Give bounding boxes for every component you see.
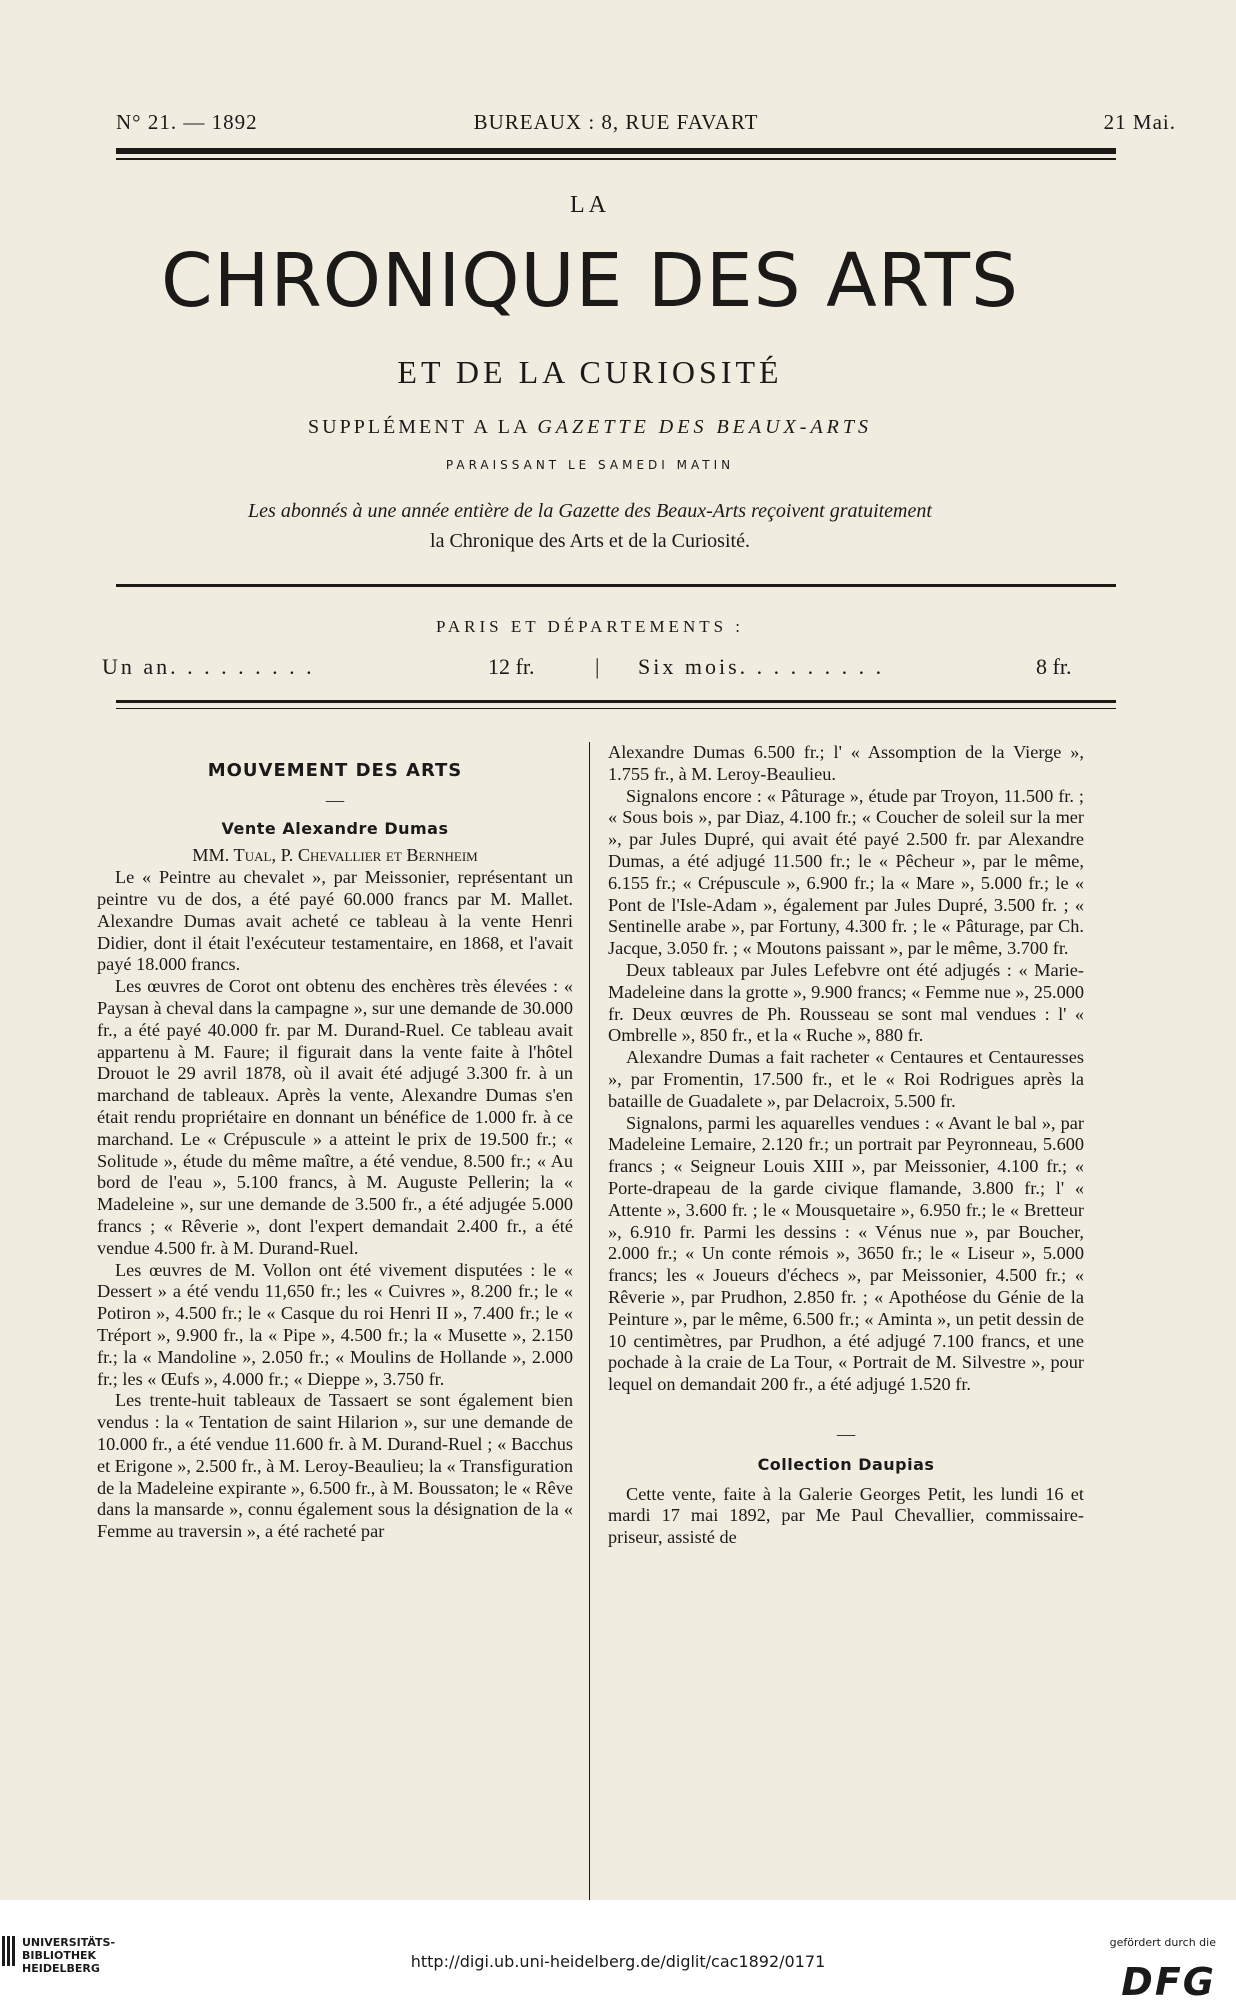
paragraph: Alexandre Dumas a fait racheter « Centaures et Centauresses », par Fromentin, 17.500 fr., et le « Roi Rodrigues après la bataille de Guadalete », par Delacroix, 5.500 fr. <box>608 1047 1084 1111</box>
gazette-name: GAZETTE DES BEAUX-ARTS <box>537 416 872 438</box>
column-right <box>608 742 1084 1549</box>
pricing-rule-thin <box>116 708 1116 709</box>
subheading-daupias: Collection Daupias <box>757 1454 935 1474</box>
paragraph: Signalons encore : « Pâturage », étude par Troyon, 11.500 fr. ; « Sous bois », par Diaz, 4.100 fr.; « Coucher de soleil sur la mer », par Jules Dupré, qui avait été payé 2.500 fr. par Alexandre Dumas, a été adjugé 11.500 fr.; le « Pêcheur », par le même, 6.155 fr.; « Crépuscule », 6.900 fr.; la « Mare », 5.000 fr.; le « Pont de l'Isle-Adam », également par Jules Dupré, 3.500 fr. ; « Sentinelle arabe », par Fortuny, 4.300 fr. ; le « Pâturage, par Ch. Jacque, 3.050 fr. ; « Moutons paissant », par le même, 3.700 fr. <box>608 785 1084 959</box>
issue-number: N° 21. — 1892 <box>116 110 258 134</box>
price-six: 8 fr. <box>1036 654 1072 679</box>
price-year-label: Un an. . . . . . . . . <box>102 654 315 679</box>
sponsor-label: gefördert durch die <box>1109 1936 1216 1949</box>
auctioneers: MM. Tual, P. Chevallier et Bernheim <box>192 845 478 866</box>
subheading-dumas: Vente Alexandre Dumas <box>221 818 449 838</box>
supplement-prefix: SUPPLÉMENT A LA <box>308 416 530 438</box>
subscriber-note-line2: la Chronique des Arts et de la Curiosité. <box>430 530 750 552</box>
paragraph: Les œuvres de Corot ont obtenu des enchères très élevées : « Paysan à cheval dans la campagne », sur une demande de 30.000 fr., a été payé 40.000 fr. par M. Durand-Ruel. Ce tableau avait appartenu à M. Faure; il figurait dans la vente faite à l'hôtel Drouot le 29 avril 1878, où il avait été adjugé 3.300 fr. à un marchand de tableaux. Après la vente, Alexandre Dumas s'en était rendu propriétaire en donnant un bénéfice de 1.000 fr. à ce marchand. Le « Crépuscule » a atteint le prix de 19.500 fr.; « Solitude », étude du même maître, a été vendue, 8.500 fr.; « Au bord de l'eau », 5.100 francs, à M. Auguste Pellerin; la « Madeleine », sur une demande de 3.500 fr., a été adjugée 5.000 francs ; « Rêverie », dont l'expert demandait 2.400 fr., a été vendue 4.500 fr. à M. Durand-Ruel. <box>97 976 573 1258</box>
paragraph: Signalons, parmi les aquarelles vendues : « Avant le bal », par Madeleine Lemaire, 2.120 fr.; un portrait par Peyronneau, 5.600 francs ; « Seigneur Louis XIII », par Meissonier, 4.100 fr.; « Porte-drapeau de la garde civique flamande, 3.800 fr.; l' « Attente », 3.600 fr. ; le « Mousquetaire », 6.950 fr.; le « Bretteur », 6.910 fr. Parmi les dessins : « Vénus nue », par Boucher, 2.000 fr.; « Un conte rémois », 3650 fr.; le « Liseur », 5.000 francs; les « Joueurs d'échecs », par Meissonier, 4.500 fr.; « Rêverie », par Prudhon, 2.850 fr. ; « Apothéose du Génie de la Peinture », par le même, 6.500 fr.; « Aminta », un petit dessin de 10 centimètres, par Prudhon, a été adjugé 7.100 francs, et une pochade à la craie de La Tour, « Portrait de M. Silvestre », pour lequel on demandait 200 fr., a été adjugé 1.520 fr. <box>608 1112 1084 1395</box>
digitization-footer <box>0 1900 1236 2013</box>
library-name-line: BIBLIOTHEK <box>22 1949 97 1962</box>
subscriber-note-line1: Les abonnés à une année entière de la Gazette des Beaux-Arts reçoivent gratuitement <box>248 500 932 522</box>
header-rule-thin <box>116 158 1116 160</box>
subscriber-note <box>0 496 1180 556</box>
price-year: 12 fr. <box>488 654 535 679</box>
pricing-heading: PARIS ET DÉPARTEMENTS : <box>435 617 745 636</box>
issue-date: 21 Mai. <box>1103 110 1176 134</box>
section-dash: — <box>325 789 345 810</box>
pricing-rule-thick <box>116 700 1116 703</box>
masthead-title: CHRONIQUE DES ARTS <box>161 238 1019 324</box>
library-name-line: UNIVERSITÄTS- <box>22 1936 116 1949</box>
section-title: MOUVEMENT DES ARTS <box>207 760 463 781</box>
library-name-line: HEIDELBERG <box>22 1962 100 1975</box>
masthead-subtitle: ET DE LA CURIOSITÉ <box>397 354 783 390</box>
paragraph: Deux tableaux par Jules Lefebvre ont été adjugés : « Marie-Madeleine dans la grotte », 9.900 francs; « Femme nue », 25.000 fr. Deux œuvres de Ph. Rousseau se sont mal vendues : l' « Ombrelle », 850 fr., et la « Ruche », 880 fr. <box>608 959 1084 1046</box>
paragraph: Alexandre Dumas 6.500 fr.; l' « Assomption de la Vierge », 1.755 fr., à M. Leroy-Beaulieu. <box>608 742 1084 784</box>
column-divider <box>589 742 590 1954</box>
column-left <box>97 742 573 1543</box>
masthead-la: LA <box>570 192 610 218</box>
supplement-line <box>0 416 1180 439</box>
header-rule-thick <box>116 148 1116 154</box>
price-separator: | <box>595 654 600 679</box>
paragraph: Les trente-huit tableaux de Tassaert se sont également bien vendus : la « Tentation de saint Hilarion », sur une demande de 10.000 fr., a été vendue 11.600 fr. à M. Durand-Ruel ; « Bacchus et Erigone », 2.500 fr., à M. Leroy-Beaulieu; la « Transfiguration de la Madeleine expirante », 6.500 fr., à M. Boussaton; le « Rêve dans la mansarde », connu également sous la désignation de la « Femme au traversin », a été racheté par <box>97 1390 573 1542</box>
paragraph: Les œuvres de M. Vollon ont été vivement disputées : le « Dessert » a été vendu 11,650 fr.; les « Cuivres », 8.200 fr.; le « Potiron », 4.500 fr.; le « Casque du roi Henri II », 7.400 fr.; le « Tréport », 9.900 fr., la « Pipe », 4.500 fr.; la « Musette », 2.150 fr.; la « Mandoline », 2.050 fr.; « Moulins de Hollande », 2.000 fr.; les « Œufs », 4.000 fr.; « Dieppe », 3.750 fr. <box>97 1259 573 1389</box>
price-six-label: Six mois. . . . . . . . . <box>638 654 885 679</box>
section-dash: — <box>836 1423 856 1444</box>
publication-schedule: PARAISSANT LE SAMEDI MATIN <box>445 458 735 472</box>
bureaux-address: BUREAUX : 8, RUE FAVART <box>473 110 759 134</box>
paragraph: Le « Peintre au chevalet », par Meissonier, représentant un peintre vu de dos, a été payé 60.000 francs par M. Mallet. Alexandre Dumas avait acheté ce tableau à la vente Henri Didier, dont il était l'exécuteur testamentaire, en 1868, et l'avait payé 18.000 francs. <box>97 867 573 975</box>
dfg-logo: DFG <box>1121 1960 1216 2004</box>
paragraph: Cette vente, faite à la Galerie Georges Petit, les lundi 16 et mardi 17 mai 1892, par Me Paul Chevallier, commissaire-priseur, assisté de <box>608 1483 1084 1548</box>
source-url[interactable]: http://digi.ub.uni-heidelberg.de/diglit/cac1892/0171 <box>410 1952 826 1971</box>
masthead-rule <box>116 584 1116 587</box>
